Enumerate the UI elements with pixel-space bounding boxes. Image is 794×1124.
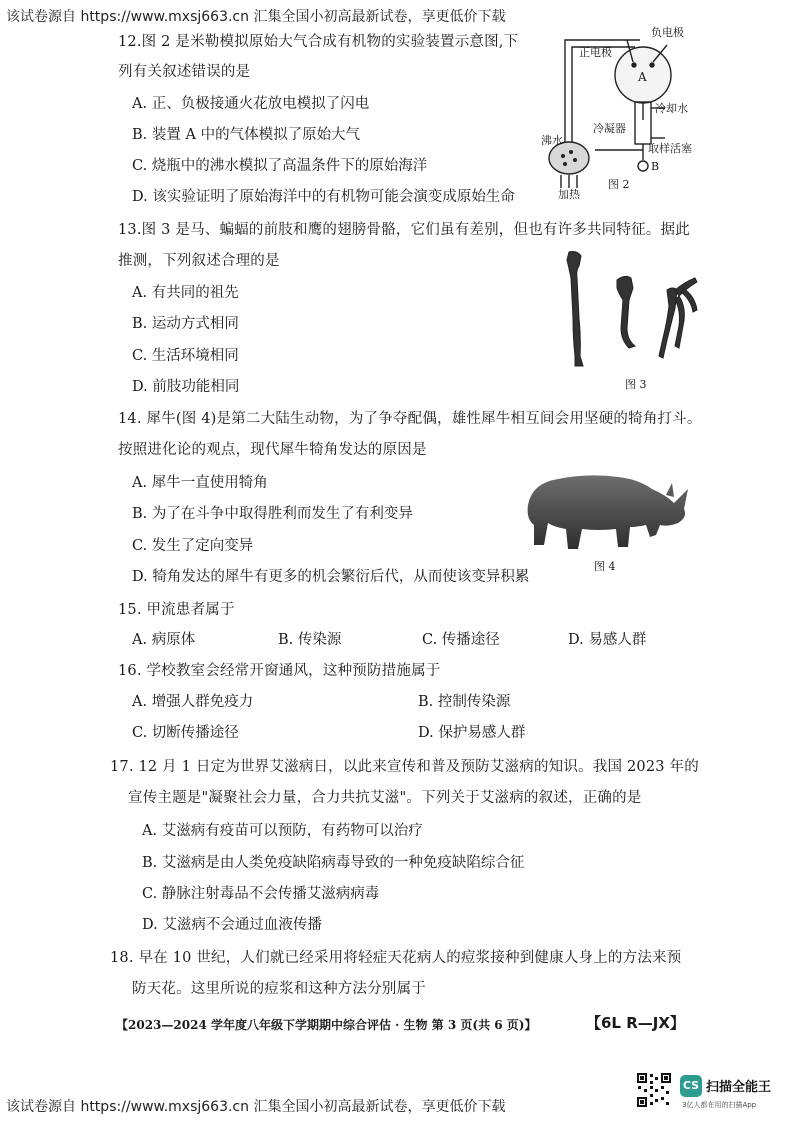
figure-3-limb-bones xyxy=(555,248,705,373)
q14-stem-line1: 14. 犀牛(图 4)是第二大陆生动物，为了争夺配偶，雄性犀牛相互间会用坚硬的犄角打斗。 xyxy=(118,411,702,427)
fig2-label-heat: 加热 xyxy=(558,188,580,201)
fig2-label-condenser: 冷凝器 xyxy=(593,122,626,135)
q13-stem-line2: 推测，下列叙述合理的是 xyxy=(118,253,280,269)
q17-stem-line2: 宣传主题是"凝聚社会力量，合力共抗艾滋"。下列关于艾滋病的叙述，正确的是 xyxy=(128,790,642,806)
qr-code-drawing xyxy=(636,1072,672,1108)
limb-bones-drawing xyxy=(555,248,705,373)
q14-option-a: A. 犀牛一直使用犄角 xyxy=(132,475,268,491)
q18-stem-line2: 防天花。这里所说的痘浆和这种方法分别属于 xyxy=(132,981,426,997)
watermark-bottom: 该试卷源自 https://www.mxsj663.cn 汇集全国小初高最新试卷，享更低价下载 xyxy=(6,1099,506,1115)
q14-stem-line2: 按照进化论的观点，现代犀牛犄角发达的原因是 xyxy=(118,442,427,458)
q12-stem-line2: 列有关叙述错误的是 xyxy=(118,64,251,80)
fig2-label-cooling-water: 冷却水 xyxy=(655,102,688,115)
fig2-label-a: A xyxy=(638,70,647,84)
paper-code: 【6L R—JX】 xyxy=(586,1014,685,1032)
watermark-top: 该试卷源自 https://www.mxsj663.cn 汇集全国小初高最新试卷，享更低价下载 xyxy=(6,9,506,25)
q13-stem-line1: 13.图 3 是马、蝙蝠的前肢和鹰的翅膀骨骼，它们虽有差别，但也有许多共同特征。据此 xyxy=(118,222,690,238)
figure-2-miller-apparatus xyxy=(535,20,695,190)
fig2-label-negative-electrode: 负电极 xyxy=(651,26,684,39)
fig2-label-boiling-water: 沸水 xyxy=(541,134,563,147)
q15-option-c: C. 传播途径 xyxy=(422,632,500,648)
q13-option-d: D. 前肢功能相同 xyxy=(132,379,240,395)
q17-option-d: D. 艾滋病不会通过血液传播 xyxy=(142,917,322,933)
q13-option-a: A. 有共同的祖先 xyxy=(132,285,239,301)
q18-stem-line1: 18. 早在 10 世纪，人们就已经采用将轻症天花病人的痘浆接种到健康人身上的方法来预 xyxy=(110,950,682,966)
qr-code-icon xyxy=(636,1072,672,1108)
q12-option-d: D. 该实验证明了原始海洋中的有机物可能会演变成原始生命 xyxy=(132,189,515,205)
figure-4-rhinoceros xyxy=(518,465,693,555)
q13-option-c: C. 生活环境相同 xyxy=(132,348,239,364)
q15-option-d: D. 易感人群 xyxy=(568,632,647,648)
q14-option-b: B. 为了在斗争中取得胜利而发生了有利变异 xyxy=(132,506,413,522)
q17-option-b: B. 艾滋病是由人类免疫缺陷病毒导致的一种免疫缺陷综合征 xyxy=(142,855,525,871)
q14-option-d: D. 犄角发达的犀牛有更多的机会繁衍后代，从而使该变异积累 xyxy=(132,569,530,585)
q12-option-b: B. 装置 A 中的气体模拟了原始大气 xyxy=(132,127,361,143)
q13-option-b: B. 运动方式相同 xyxy=(132,316,239,332)
rhinoceros-icon xyxy=(518,465,693,555)
q15-option-b: B. 传染源 xyxy=(278,632,342,648)
fig2-label-positive-electrode: 正电极 xyxy=(579,46,612,59)
camscanner-tagline: 3亿人都在用的扫描App xyxy=(682,1101,757,1109)
q17-option-a: A. 艾滋病有疫苗可以预防，有药物可以治疗 xyxy=(142,823,423,839)
q15-stem: 15. 甲流患者属于 xyxy=(118,602,235,618)
fig3-caption: 图 3 xyxy=(625,378,647,391)
camscanner-name: 扫描全能王 xyxy=(706,1080,772,1095)
q16-option-a: A. 增强人群免疫力 xyxy=(132,694,254,710)
fig2-label-sampling-valve: 取样活塞 xyxy=(648,142,692,155)
q16-option-d: D. 保护易感人群 xyxy=(418,725,526,741)
q12-stem-line1: 12.图 2 是米勒模拟原始大气合成有机物的实验装置示意图,下 xyxy=(118,34,519,50)
page-footer: 【2023—2024 学年度八年级下学期期中综合评估 · 生物 第 3 页(共 6 页)】 xyxy=(116,1018,537,1032)
fig2-caption: 图 2 xyxy=(608,178,630,191)
q14-option-c: C. 发生了定向变异 xyxy=(132,538,254,554)
camscanner-logo-icon: CS xyxy=(680,1075,702,1097)
q12-option-a: A. 正、负极接通火花放电模拟了闪电 xyxy=(132,96,370,112)
q16-option-c: C. 切断传播途径 xyxy=(132,725,239,741)
q12-option-c: C. 烧瓶中的沸水模拟了高温条件下的原始海洋 xyxy=(132,158,428,174)
q17-option-c: C. 静脉注射毒品不会传播艾滋病病毒 xyxy=(142,886,380,902)
q16-stem: 16. 学校教室会经常开窗通风，这种预防措施属于 xyxy=(118,663,441,679)
q17-stem-line1: 17. 12 月 1 日定为世界艾滋病日，以此来宣传和普及预防艾滋病的知识。我国 2023 年的 xyxy=(110,759,699,775)
fig2-label-b: B xyxy=(651,160,660,173)
q16-option-b: B. 控制传染源 xyxy=(418,694,511,710)
q15-option-a: A. 病原体 xyxy=(132,632,196,648)
fig4-caption: 图 4 xyxy=(594,560,616,573)
